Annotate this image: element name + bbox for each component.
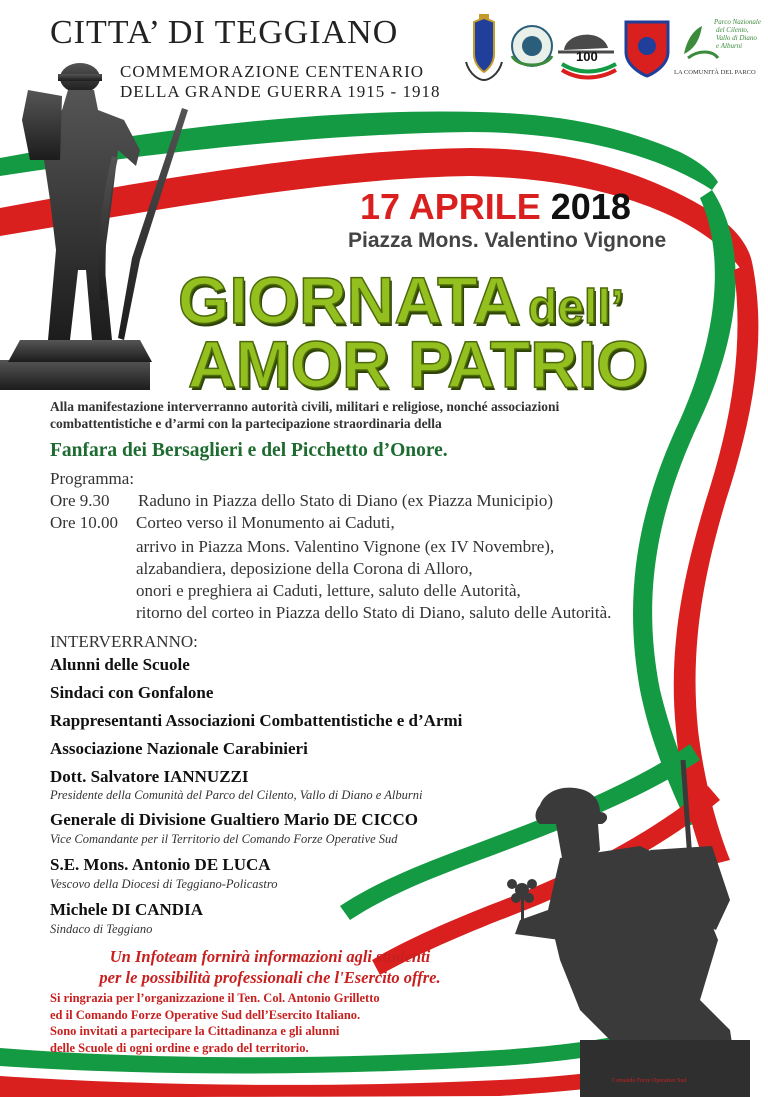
program-time-2: Ore 10.00 (50, 513, 118, 532)
guest-role: Vice Comandante per il Territorio del Comando Forze Operative Sud (50, 832, 398, 846)
military-shield-icon (626, 22, 668, 76)
park-text-2: del Cilento, (716, 26, 749, 34)
thanks-line: delle Scuole di ogni ordine e grado del territorio. (50, 1040, 309, 1055)
fanfara-highlight: Fanfara dei Bersaglieri e del Picchetto d’Onore. (50, 440, 448, 461)
guest-role: Vescovo della Diocesi di Teggiano-Policastro (50, 877, 278, 891)
centenary-number: 100 (576, 49, 598, 64)
program-continuation-3: onori e preghiera ai Caduti, letture, saluto delle Autorità, (136, 581, 521, 600)
war-dates-subtitle: DELLA GRANDE GUERRA 1915 - 1918 (120, 82, 441, 101)
guest-name: Associazione Nazionale Carabinieri (50, 739, 308, 758)
guest-name: Sindaci con Gonfalone (50, 683, 214, 702)
park-caption: LA COMUNITÀ DEL PARCO (674, 69, 756, 76)
program-continuation-1: arrivo in Piazza Mons. Valentino Vignone (ex IV Novembre), (136, 537, 555, 556)
guest-name: Generale di Divisione Gualtiero Mario DE CICCO (50, 810, 418, 829)
guest-name: Alunni delle Scuole (50, 655, 190, 674)
guest-name: Michele DI CANDIA (50, 900, 203, 919)
park-text-3: Vallo di Diano (716, 34, 757, 42)
event-year: 2018 (550, 186, 631, 227)
thanks-line: Sono invitati a partecipare la Cittadinanza e gli alunni (50, 1024, 340, 1038)
association-emblem-icon (512, 26, 552, 66)
guests-title: INTERVERRANNO: (50, 632, 198, 651)
main-title-suffix: dell’ (528, 281, 625, 334)
infoteam-line1: Un Infoteam fornirà informazioni agli studenti (109, 947, 431, 966)
guest-name: Rappresentanti Associazioni Combattentistiche e d’Armi (50, 711, 463, 730)
sponsor-logos (452, 14, 764, 86)
park-text-4: e Alburni (716, 42, 743, 50)
main-title-line2: AMOR PATRIO (188, 327, 648, 401)
municipal-crest-icon (466, 14, 502, 80)
guest-role: Sindaco di Teggiano (50, 922, 153, 936)
program-title: Programma: (50, 469, 135, 488)
program-time-1: Ore 9.30 (50, 491, 110, 510)
intro-text: Alla manifestazione interverranno autorità civili, militari e religiose, nonché associazioni combattentistiche e d’armi con la partecipazione straordinaria della (50, 399, 560, 431)
program-continuation-2: alzabandiera, deposizione della Corona di Alloro, (136, 559, 473, 578)
main-title-line1: GIORNATA (178, 263, 521, 337)
thanks-line: Si ringrazia per l’organizzazione il Ten. Col. Antonio Grilletto (50, 991, 380, 1005)
park-text-1: Parco Nazionale (714, 18, 761, 26)
infoteam-notice (50, 946, 490, 988)
credit-text: Comando Forze Operative Sud (612, 1078, 687, 1084)
guest-name: Dott. Salvatore IANNUZZI (50, 767, 249, 786)
centenary-helmet-icon (558, 35, 616, 78)
city-title: CITTA’ DI TEGGIANO (50, 14, 399, 51)
thanks-line: ed il Comando Forze Operative Sud dell’Esercito Italiano. (50, 1007, 361, 1022)
guest-role: Presidente della Comunità del Parco del Cilento, Vallo di Diano e Alburni (50, 788, 423, 802)
thanks-text (50, 990, 380, 1056)
program-continuation-4: ritorno del corteo in Piazza dello Stato di Diano, saluto delle Autorità. (136, 603, 612, 622)
park-logo-icon (674, 18, 761, 76)
guest-name: S.E. Mons. Antonio DE LUCA (50, 855, 271, 874)
event-place: Piazza Mons. Valentino Vignone (348, 229, 667, 252)
program-text-2: Corteo verso il Monumento ai Caduti, (136, 513, 395, 532)
infoteam-line2: per le possibilità professionali che l'Esercito offre. (99, 968, 441, 987)
program-text-1: Raduno in Piazza dello Stato di Diano (ex Piazza Municipio) (138, 491, 553, 510)
commemoration-subtitle: COMMEMORAZIONE CENTENARIO (120, 62, 425, 81)
event-day-month: 17 APRILE (360, 186, 541, 227)
event-date (360, 186, 631, 228)
